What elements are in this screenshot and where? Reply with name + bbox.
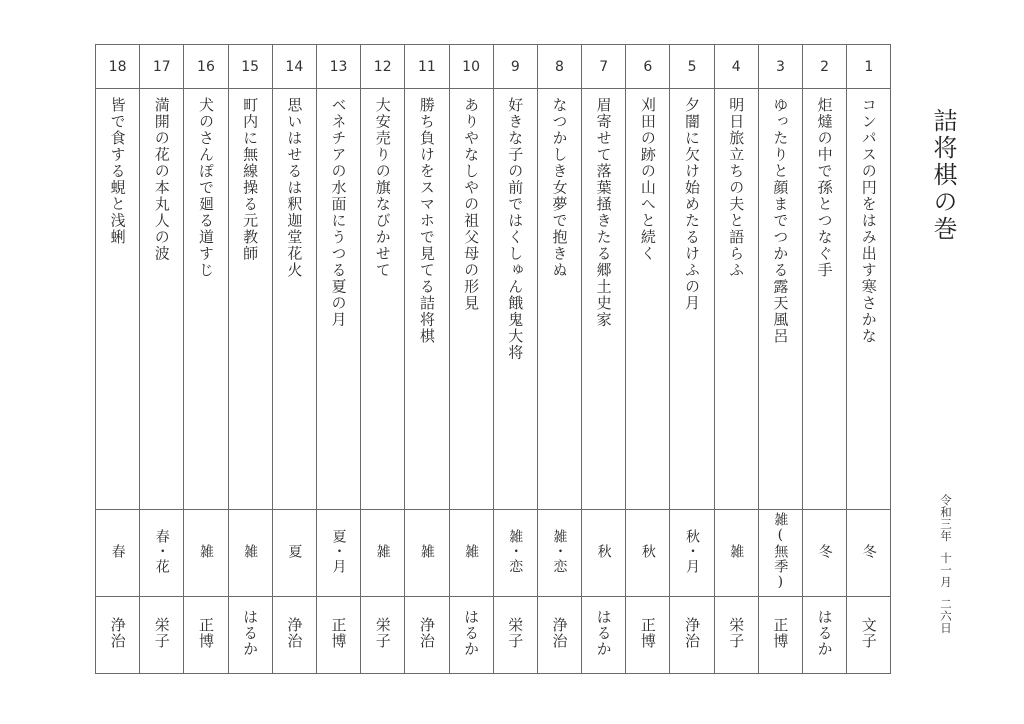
season-cell-16 — [184, 510, 228, 597]
season-cell-6 — [626, 510, 670, 597]
verse-cell-13 — [316, 89, 360, 510]
author-cell-5 — [670, 597, 714, 674]
verse-number-5: 5 — [670, 45, 714, 89]
verse-number-18: 18 — [96, 45, 140, 89]
author-name: 浄治 — [285, 617, 304, 649]
season-label: 雑 — [463, 543, 480, 559]
verse-cell-8 — [537, 89, 581, 510]
date-day: 二六日 — [939, 598, 953, 634]
author-cell-16 — [184, 597, 228, 674]
verse-text: 刈田の跡の山へと続く — [638, 97, 657, 262]
author-cell-8 — [537, 597, 581, 674]
author-name: 浄治 — [683, 617, 702, 649]
author-name: 正博 — [329, 617, 348, 649]
season-cell-4 — [714, 510, 758, 597]
author-name: はるか — [241, 609, 260, 657]
season-label: 雑(無季) — [772, 511, 789, 591]
author-cell-1 — [847, 597, 891, 674]
verse-number-14: 14 — [272, 45, 316, 89]
author-name: 文子 — [859, 617, 878, 649]
verse-text: 夕闇に欠け始めたるけふの月 — [683, 97, 702, 312]
author-cell-10 — [449, 597, 493, 674]
verse-text: 町内に無線操る元教師 — [241, 97, 260, 262]
season-label: 春・花 — [153, 528, 170, 574]
verse-number-16: 16 — [184, 45, 228, 89]
author-cell-17 — [140, 597, 184, 674]
author-name: 浄治 — [550, 617, 569, 649]
verse-cell-2 — [803, 89, 847, 510]
verse-number-7: 7 — [582, 45, 626, 89]
verse-cell-7 — [582, 89, 626, 510]
season-cell-18 — [96, 510, 140, 597]
verse-text: コンパスの円をはみ出す寒さかな — [859, 97, 878, 345]
verse-number-8: 8 — [537, 45, 581, 89]
author-name: 浄治 — [108, 617, 127, 649]
verse-text: 満開の花の本丸人の波 — [152, 97, 171, 262]
season-cell-17 — [140, 510, 184, 597]
season-label: 雑・恋 — [507, 528, 524, 574]
date-month: 十一月 — [939, 552, 953, 588]
verse-cell-16 — [184, 89, 228, 510]
verse-text: 勝ち負けをスマホで見てる詰将棋 — [417, 97, 436, 345]
verse-number-17: 17 — [140, 45, 184, 89]
season-label: 雑・恋 — [551, 528, 568, 574]
author-name: はるか — [594, 609, 613, 657]
season-cell-2 — [803, 510, 847, 597]
author-cell-14 — [272, 597, 316, 674]
season-label: 雑 — [418, 543, 435, 559]
season-label: 秋・月 — [684, 528, 701, 574]
author-name: 正博 — [638, 617, 657, 649]
author-row — [96, 597, 891, 674]
verse-text: 好きな子の前ではくしゅん餓鬼大将 — [506, 97, 525, 361]
verse-text: 思いはせるは釈迦堂花火 — [285, 97, 304, 279]
season-cell-15 — [228, 510, 272, 597]
author-cell-11 — [405, 597, 449, 674]
author-name: 正博 — [771, 617, 790, 649]
verse-cell-1 — [847, 89, 891, 510]
verse-cell-18 — [96, 89, 140, 510]
verse-number-11: 11 — [405, 45, 449, 89]
author-name: はるか — [462, 609, 481, 657]
verse-number-4: 4 — [714, 45, 758, 89]
season-cell-1 — [847, 510, 891, 597]
season-label: 雑 — [197, 543, 214, 559]
season-label: 冬 — [860, 543, 877, 559]
verse-cell-4 — [714, 89, 758, 510]
verse-number-6: 6 — [626, 45, 670, 89]
season-cell-10 — [449, 510, 493, 597]
author-cell-6 — [626, 597, 670, 674]
season-cell-13 — [316, 510, 360, 597]
season-cell-3 — [758, 510, 802, 597]
verse-cell-11 — [405, 89, 449, 510]
verse-number-1: 1 — [847, 45, 891, 89]
season-label: 春 — [109, 543, 126, 559]
season-label: 雑 — [374, 543, 391, 559]
date-year: 令和三年 — [939, 494, 953, 542]
author-cell-4 — [714, 597, 758, 674]
verse-number-9: 9 — [493, 45, 537, 89]
author-name: 正博 — [196, 617, 215, 649]
season-cell-9 — [493, 510, 537, 597]
author-cell-7 — [582, 597, 626, 674]
season-cell-14 — [272, 510, 316, 597]
season-row — [96, 510, 891, 597]
verse-text-row — [96, 89, 891, 510]
author-cell-12 — [361, 597, 405, 674]
verse-cell-5 — [670, 89, 714, 510]
verse-text: 犬のさんぽで廻る道すじ — [196, 97, 215, 279]
author-name: 栄子 — [373, 617, 392, 649]
season-cell-8 — [537, 510, 581, 597]
author-cell-18 — [96, 597, 140, 674]
verse-text: 大安売りの旗なびかせて — [373, 97, 392, 279]
verse-text: なつかしき女夢で抱きぬ — [550, 97, 569, 279]
verse-text: 明日旅立ちの夫と語らふ — [727, 97, 746, 279]
author-cell-9 — [493, 597, 537, 674]
verse-number-12: 12 — [361, 45, 405, 89]
verse-number-15: 15 — [228, 45, 272, 89]
verse-text: 眉寄せて落葉掻きたる郷土史家 — [594, 97, 613, 328]
season-cell-12 — [361, 510, 405, 597]
author-name: 栄子 — [152, 617, 171, 649]
verse-text: 皆で食する蜆と浅蜊 — [108, 97, 127, 246]
season-label: 夏 — [286, 543, 303, 559]
season-label: 雑 — [728, 543, 745, 559]
author-name: 栄子 — [727, 617, 746, 649]
verse-text: ありやなしやの祖父母の形見 — [462, 97, 481, 312]
author-name: 栄子 — [506, 617, 525, 649]
author-name: 浄治 — [417, 617, 436, 649]
verse-number-13: 13 — [316, 45, 360, 89]
season-label: 冬 — [816, 543, 833, 559]
season-label: 秋 — [639, 543, 656, 559]
verse-cell-12 — [361, 89, 405, 510]
document-date — [938, 494, 954, 634]
season-cell-5 — [670, 510, 714, 597]
author-name: はるか — [815, 609, 834, 657]
author-cell-2 — [803, 597, 847, 674]
verse-number-10: 10 — [449, 45, 493, 89]
season-label: 雑 — [242, 543, 259, 559]
verse-cell-9 — [493, 89, 537, 510]
verse-cell-17 — [140, 89, 184, 510]
season-label: 秋 — [595, 543, 612, 559]
verse-text: ゆったりと顔までつかる露天風呂 — [771, 97, 790, 345]
verse-cell-14 — [272, 89, 316, 510]
verse-cell-10 — [449, 89, 493, 510]
season-label: 夏・月 — [330, 528, 347, 574]
renku-table — [95, 44, 891, 674]
verse-number-row — [96, 45, 891, 89]
season-cell-7 — [582, 510, 626, 597]
verse-cell-6 — [626, 89, 670, 510]
season-cell-11 — [405, 510, 449, 597]
author-cell-15 — [228, 597, 272, 674]
verse-text: ベネチアの水面にうつる夏の月 — [329, 97, 348, 328]
author-cell-3 — [758, 597, 802, 674]
verse-number-2: 2 — [803, 45, 847, 89]
document-title: 詰将棋の巻 — [929, 108, 957, 243]
verse-text: 炬燵の中で孫とつなぐ手 — [815, 97, 834, 279]
verse-cell-3 — [758, 89, 802, 510]
verse-cell-15 — [228, 89, 272, 510]
verse-number-3: 3 — [758, 45, 802, 89]
author-cell-13 — [316, 597, 360, 674]
